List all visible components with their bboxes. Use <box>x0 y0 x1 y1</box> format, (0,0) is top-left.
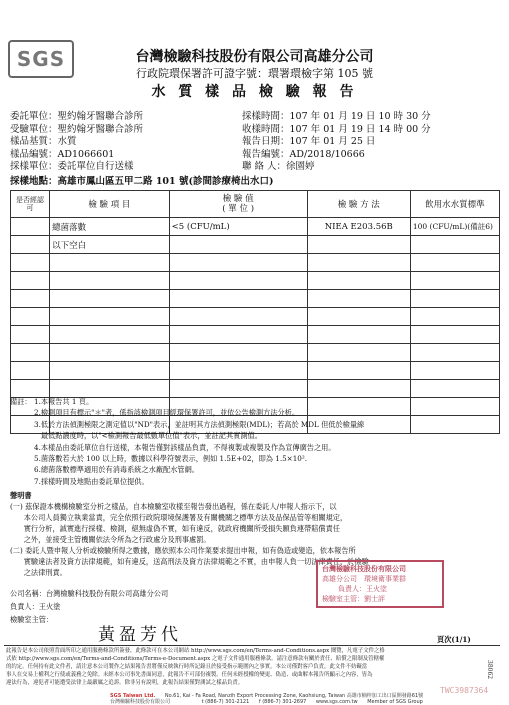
declaration-line: 本公司人員獨立執業當責，完全依照行政院環境保護署及有關機關之標準方法及品保品管等相關規定， <box>10 513 348 522</box>
col-header-standard: 飲用水水質標準 <box>410 191 499 218</box>
page-number: 頁次(1/1) <box>437 635 471 644</box>
notes-label: 備註： <box>10 397 32 406</box>
footer-line: 違法行為，違犯者可能遭受法律上最嚴厲之追訴。除非另有說明，此報告結果僅對測試之樣品負責。 <box>6 680 244 686</box>
address-en: No.61, Kai - Fa Road, Nanzih Export Processing Zone, Kaohsiung, Taiwan <box>164 693 346 699</box>
footer-line: 此報告是本公司依照背面所印之通用服務條款所簽發，此條款可在本公司網站 http://www.sgs.com/en/Terms-and-Conditions.aspx 閱覽，凡電子文件之格 <box>6 648 385 654</box>
note-line: 7.採樣時間及地點由委託單位提供。 <box>34 476 149 486</box>
info-row: 聯 絡 人：徐園婷 <box>242 161 315 172</box>
stamp-line: 負責人：王火塗 <box>338 585 387 593</box>
company-en: SGS Taiwan Ltd. <box>110 693 156 699</box>
info-row: 委託單位：聖約翰牙醫聯合診所 <box>10 111 144 122</box>
table-cell: NIEA E203.56B <box>307 218 410 236</box>
note-line: 最低點濃度時，以"<檢測報告最低數單位值"表示，並註記其實測值。 <box>34 431 262 441</box>
member-of-group: Member of SGS Group <box>367 699 423 705</box>
company-name: 台灣檢驗科技股份有限公司高雄分公司 <box>135 49 374 65</box>
info-row: 收樣時間：107 年 01 月 19 日 14 時 00 分 <box>242 123 431 135</box>
footer-line: 的約定。任何持有此文件者，請注意本公司製作之結果報告書將僅反映執行時所記錄且於接受指示範圍內之事實。本公司僅對客戶負責，此文件不妨礙當 <box>6 664 368 670</box>
note-line: 3.低於方法偵測極限之測定值以"ND"表示，並註明其方法偵測極限(MDL)；若高於 MDL 但低於檢量線 <box>34 419 365 429</box>
info-row: 受驗單位：聖約翰牙醫聯合診所 <box>10 123 144 135</box>
notes-section <box>10 396 500 487</box>
note-line: 4.本樣品由委託單位自行送樣，本報告僅對該樣品負責，不得複製或複製及作為宣傳廣告之用。 <box>34 442 336 452</box>
table-header-row <box>11 191 500 218</box>
license-number: 行政院環保署許可證字號：環署環檢字第 105 號 <box>136 67 373 80</box>
note-line: 1.本報告共 1 頁。 <box>34 397 94 406</box>
table-cell <box>169 236 307 254</box>
table-cell: 以下空白 <box>50 236 170 254</box>
table-row <box>11 308 500 326</box>
col-header-item: 檢 驗 項 目 <box>50 191 170 218</box>
table-cell <box>11 218 50 236</box>
company-stamp <box>316 560 444 608</box>
representative-line: 負責人：王火塗 <box>10 602 61 611</box>
info-row: 採樣時間：107 年 01 月 19 日 10 時 30 分 <box>242 111 431 122</box>
declaration-line: (一) 茲保證本機構檢驗室分析之樣品，自本檢驗室收樣至報告發出過程，係在委託人/申報人指示下，以 <box>10 502 337 511</box>
bottom-strip <box>110 693 423 705</box>
col-header-value: 檢 驗 值 ( 單 位 ) <box>169 191 307 218</box>
sampling-location: 採樣地點：高雄市鳳山區五甲二路 101 號(診間診療椅出水口) <box>10 176 274 187</box>
declaration-line: 實行分析，誠實進行採樣、檢測，絕無虛偽不實，如有違反，就政府機關所受損失願負連帶賠償責任 <box>10 524 340 533</box>
info-row: 採樣單位：委託單位自行送樣 <box>10 161 134 172</box>
note-line: 6.總菌落數標準適用於有消毒系統之水廠配水管網。 <box>34 465 199 475</box>
note-line: 2.檢測項目有標示"＊"者，係指該檢測項目經環保署許可，並依公告檢測方法分析。 <box>34 408 300 418</box>
stamp-line: 檢驗室主管：劉士評 <box>322 595 385 603</box>
info-row: 報告編號：AD/2018/10666 <box>242 148 365 160</box>
website: www.sgs.com.tw <box>315 699 358 705</box>
company-zh: 台灣檢驗科技股份有限公司 <box>110 699 171 705</box>
table-row <box>11 344 500 362</box>
table-cell: 100 (CFU/mL)(備註6) <box>410 218 499 236</box>
company-signature-line: 公司名稱：台灣檢驗科技股份有限公司高雄分公司 <box>10 589 169 598</box>
table-row <box>11 272 500 290</box>
col-header-certified: 是否經認可 <box>11 191 50 218</box>
info-row: 樣品編號：AD1066601 <box>10 148 115 160</box>
info-right <box>242 111 431 174</box>
table-cell <box>307 236 410 254</box>
director-label: 檢驗室主管： <box>10 615 54 624</box>
fax: f (886-7) 301-2697 <box>258 699 307 705</box>
address-zh: 高雄市楠梓加工出口區開發路61號 <box>346 693 424 699</box>
declaration-line: 之法律刑責。 <box>10 568 67 577</box>
note-line: 5.菌落數若大於 100 以上時，數據以科學符號表示，例如 1.5E+02，即為 1.5×10². <box>34 454 308 464</box>
report-title: 水 質 樣 品 檢 驗 報 告 <box>151 84 358 100</box>
vertical-code: 38062 <box>486 660 493 680</box>
table-row <box>11 236 500 254</box>
stamp-line: 高雄分公司 環境衛事業群 <box>322 575 406 583</box>
table-row <box>11 380 500 398</box>
declaration-line: 實驗違法者及資方法律規範，如有違反，送高刑法及資方法律規範之不實，由申報人負一切法律責任，於檢驗 <box>10 557 369 566</box>
declaration-line: (二) 委託人暨申報人分析或檢驗所得之數據，應依照本公司作業要求提出申報，如有偽造或變造，依本報告所 <box>10 546 356 555</box>
stamp-line: 台灣檢驗科技股份有限公司 <box>322 564 406 573</box>
info-left <box>10 111 143 174</box>
table-cell <box>11 236 50 254</box>
phone: t (886-7) 301-2121 <box>201 699 250 705</box>
declaration-label: 聲明書 <box>10 491 32 500</box>
serial-number: TWC3987364 <box>440 686 489 695</box>
table-cell: <5 (CFU/mL) <box>169 218 307 236</box>
footer-divider <box>4 645 500 646</box>
info-row: 報告日期：107 年 01 月 25 日 <box>242 136 376 147</box>
table-row <box>11 362 500 380</box>
table-cell <box>410 236 499 254</box>
director-signature: 黃盈芳代 <box>98 625 182 645</box>
table-cell: 總菌落數 <box>50 218 170 236</box>
table-row <box>11 218 500 236</box>
declaration-line: 之外，並接受主管機關依法令所為之行政處分及刑事處罰。 <box>10 535 211 544</box>
table-row <box>11 254 500 272</box>
info-row: 樣品基質：水質 <box>10 136 77 147</box>
footer-line: 式依 http://www.sgs.com/en/Terms-and-Conditions/Terms-e-Document.aspx 之電子文件通用服務條款。請注意條款有關於責任、賠償之限制及管轄權 <box>6 656 385 662</box>
table-row <box>11 290 500 308</box>
footer-terms <box>6 647 458 687</box>
footer-line: 事人在交易上權利之行使或義務之免除。未經本公司事先書面同意，此報告不可部份複製。任何未經授權的變更、偽造、或曲解本報告所顯示之內容，皆為 <box>6 672 373 678</box>
col-header-method: 檢 驗 方 法 <box>307 191 410 218</box>
table-row <box>11 326 500 344</box>
logo-text: SGS <box>16 47 66 71</box>
